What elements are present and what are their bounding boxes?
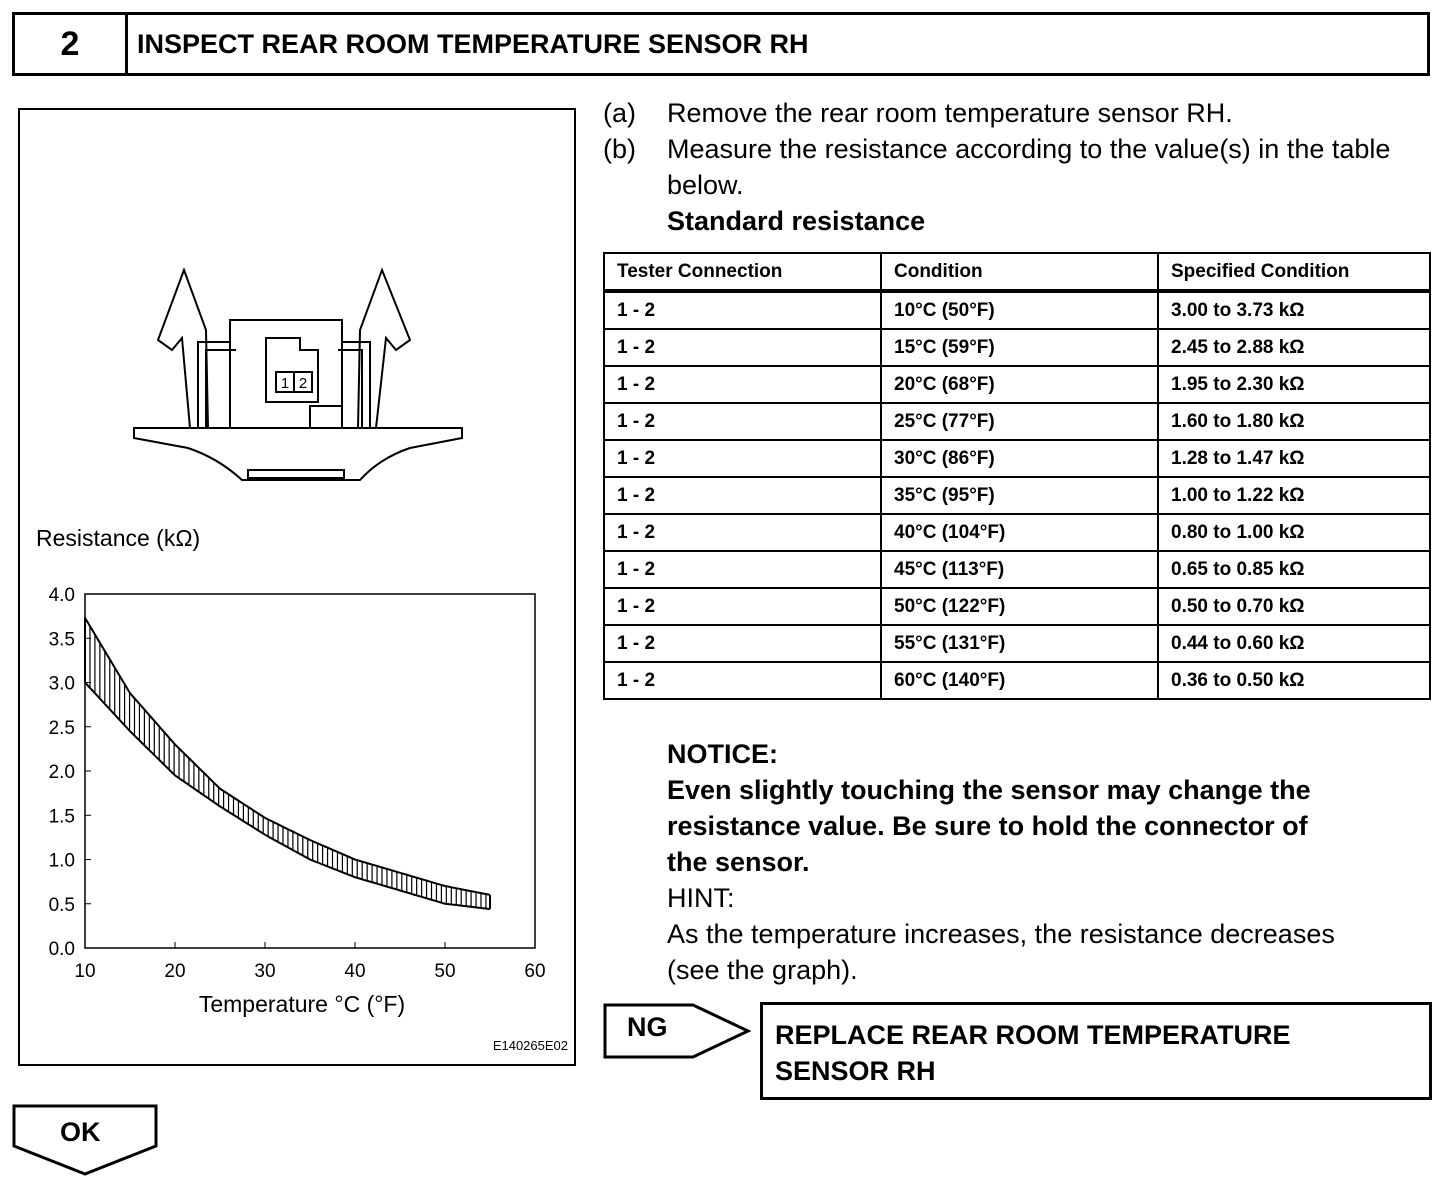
chart-y-tick-label: 1.5 (48, 806, 75, 828)
chart-y-tick-label: 3.5 (48, 629, 75, 651)
table-row (604, 291, 1430, 329)
chart-x-tick-label: 40 (344, 961, 366, 982)
chart-y-tick-label: 4.0 (48, 585, 75, 606)
table-row (604, 662, 1430, 699)
ng-arrow-icon (603, 1003, 753, 1061)
cell-tester-connection: 1 - 2 (604, 440, 881, 477)
step-b (603, 131, 1433, 203)
ng-action-box (760, 1002, 1432, 1100)
cell-tester-connection: 1 - 2 (604, 514, 881, 551)
cell-tester-connection: 1 - 2 (604, 477, 881, 514)
ng-action-line: SENSOR RH (775, 1056, 936, 1086)
table-row (604, 403, 1430, 440)
cell-tester-connection: 1 - 2 (604, 662, 881, 699)
step-number: 2 (15, 15, 128, 73)
cell-condition: 55°C (131°F) (881, 625, 1158, 662)
chart-ylabel: Resistance (kΩ) (36, 525, 201, 551)
cell-condition: 25°C (77°F) (881, 403, 1158, 440)
table-row (604, 588, 1430, 625)
cell-condition: 50°C (122°F) (881, 588, 1158, 625)
step-header (12, 12, 1430, 76)
chart-x-tick-label: 20 (164, 961, 186, 982)
step-a-text: Remove the rear room temperature sensor RH. (667, 98, 1233, 128)
notice-title: NOTICE: (667, 739, 778, 769)
cell-specified-condition: 1.28 to 1.47 kΩ (1158, 440, 1430, 477)
figure-panel (18, 108, 576, 1066)
cell-tester-connection: 1 - 2 (604, 625, 881, 662)
notice-line: the sensor. (667, 847, 810, 877)
cell-condition: 60°C (140°F) (881, 662, 1158, 699)
cell-specified-condition: 1.95 to 2.30 kΩ (1158, 366, 1430, 403)
figure-svg (20, 110, 576, 1066)
table-row (604, 366, 1430, 403)
cell-specified-condition: 0.80 to 1.00 kΩ (1158, 514, 1430, 551)
table-row (604, 514, 1430, 551)
ok-label: OK (60, 1117, 101, 1147)
pin-1-label: 1 (280, 375, 290, 392)
table-row (604, 477, 1430, 514)
chart-xlabel: Temperature °C (°F) (198, 991, 406, 1017)
cell-specified-condition: 1.00 to 1.22 kΩ (1158, 477, 1430, 514)
col-header-condition: Condition (881, 253, 1158, 291)
step-b-label: (b) (603, 134, 636, 164)
step-b-text: Measure the resistance according to the value(s) in the table below. (667, 134, 1391, 200)
cell-condition: 40°C (104°F) (881, 514, 1158, 551)
figure-code: E140265E02 (492, 1038, 568, 1053)
cell-specified-condition: 2.45 to 2.88 kΩ (1158, 329, 1430, 366)
chart-x-tick-label: 50 (434, 961, 456, 982)
step-title: INSPECT REAR ROOM TEMPERATURE SENSOR RH (137, 28, 809, 59)
cell-tester-connection: 1 - 2 (604, 329, 881, 366)
resistance-table (603, 252, 1431, 700)
chart-y-tick-label: 0.0 (48, 939, 75, 960)
chart-x-tick-label: 30 (254, 961, 276, 982)
chart-y-tick-label: 2.5 (48, 717, 75, 739)
table-row (604, 329, 1430, 366)
cell-condition: 10°C (50°F) (881, 291, 1158, 329)
pin-2-label: 2 (298, 375, 308, 392)
cell-tester-connection: 1 - 2 (604, 403, 881, 440)
cell-tester-connection: 1 - 2 (604, 291, 881, 329)
standard-resistance-heading: Standard resistance (667, 206, 926, 236)
ng-action-line: REPLACE REAR ROOM TEMPERATURE (775, 1020, 1291, 1050)
cell-tester-connection: 1 - 2 (604, 588, 881, 625)
cell-condition: 30°C (86°F) (881, 440, 1158, 477)
table-row (604, 625, 1430, 662)
cell-condition: 45°C (113°F) (881, 551, 1158, 588)
chart-y-tick-label: 1.0 (48, 850, 75, 872)
cell-tester-connection: 1 - 2 (604, 551, 881, 588)
chart-plot-frame (85, 594, 535, 948)
cell-specified-condition: 3.00 to 3.73 kΩ (1158, 291, 1430, 329)
cell-condition: 20°C (68°F) (881, 366, 1158, 403)
notice-line: Even slightly touching the sensor may change the (667, 775, 1311, 805)
chart-band-hatch (85, 618, 486, 909)
table-row (604, 551, 1430, 588)
hint-line: (see the graph). (667, 955, 858, 985)
chart-y-tick-label: 0.5 (48, 894, 75, 916)
cell-condition: 35°C (95°F) (881, 477, 1158, 514)
chart-series-lower (85, 683, 490, 910)
hint-title: HINT: (667, 883, 735, 913)
chart-x-tick-label: 60 (524, 961, 546, 982)
chart-y-tick-label: 3.0 (48, 673, 75, 695)
ng-label: NG (627, 1012, 668, 1042)
hint-line: As the temperature increases, the resistance decreases (667, 919, 1335, 949)
notice-line: resistance value. Be sure to hold the connector of (667, 811, 1308, 841)
chart-x-tick-label: 10 (74, 961, 96, 982)
cell-specified-condition: 0.65 to 0.85 kΩ (1158, 551, 1430, 588)
step-a (603, 95, 1433, 131)
chart-y-tick-label: 2.0 (48, 762, 75, 783)
step-a-label: (a) (603, 98, 636, 128)
cell-specified-condition: 0.50 to 0.70 kΩ (1158, 588, 1430, 625)
chart-series-upper (85, 618, 490, 895)
cell-specified-condition: 1.60 to 1.80 kΩ (1158, 403, 1430, 440)
table-row (604, 440, 1430, 477)
col-header-tester-connection: Tester Connection (604, 253, 881, 291)
cell-condition: 15°C (59°F) (881, 329, 1158, 366)
col-header-specified-condition: Specified Condition (1158, 253, 1430, 291)
cell-tester-connection: 1 - 2 (604, 366, 881, 403)
cell-specified-condition: 0.44 to 0.60 kΩ (1158, 625, 1430, 662)
cell-specified-condition: 0.36 to 0.50 kΩ (1158, 662, 1430, 699)
